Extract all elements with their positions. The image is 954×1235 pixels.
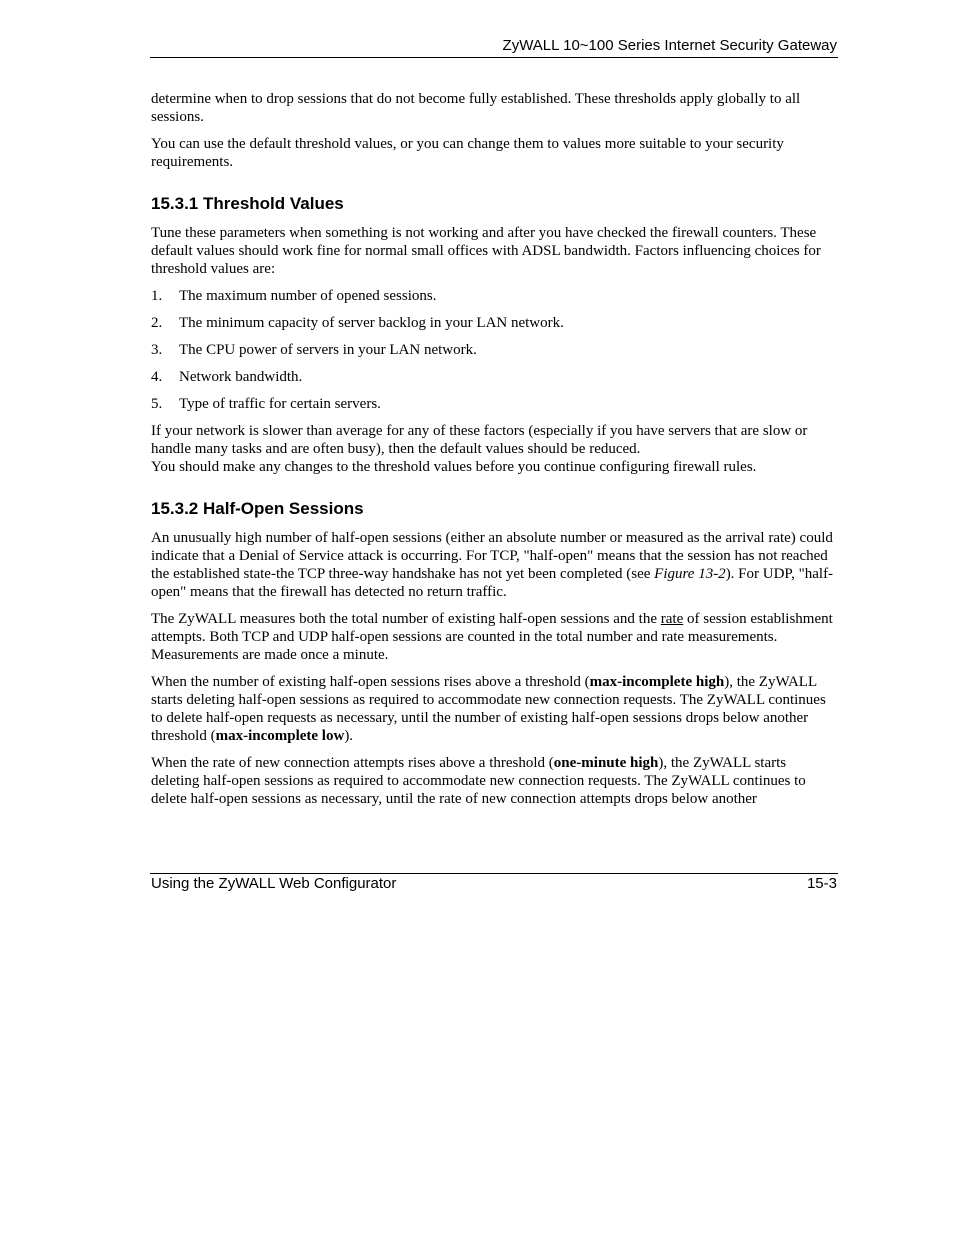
intro-paragraph-2: You can use the default threshold values, or you can change them to values more suitable to your security requirements.	[151, 136, 784, 170]
list-item-text: The minimum capacity of server backlog in your LAN network.	[179, 315, 564, 331]
max-incomplete-low-term: max-incomplete low	[215, 728, 345, 744]
threshold-paragraph-2-line-1: If your network is slower than average for any of these factors (especially if you have servers that are slow or handle many tasks and are often busy), then the default values should be reduced.	[151, 423, 808, 457]
half-open-paragraph-3	[151, 673, 837, 745]
one-minute-high-term: one-minute high	[553, 755, 659, 771]
section-heading-half-open-sessions: 15.3.2 Half-Open Sessions	[151, 499, 364, 518]
list-item-number: 4.	[151, 369, 163, 385]
threshold-paragraph-2-line-2: You should make any changes to the threshold values before you continue configuring firewall rules.	[151, 459, 757, 475]
half-open-paragraph-4	[151, 754, 837, 808]
page-number: 15-3	[806, 875, 837, 892]
rate-underlined-term: rate	[660, 611, 684, 627]
list-item-number: 1.	[151, 288, 163, 304]
list-item	[151, 395, 837, 413]
list-item-text: Network bandwidth.	[179, 369, 303, 385]
list-item-text: The CPU power of servers in your LAN network.	[179, 342, 477, 358]
threshold-factors-list	[151, 287, 837, 413]
half-open-p3-text-a: When the number of existing half-open sessions rises above a threshold (	[151, 674, 590, 690]
half-open-p4-text-a: When the rate of new connection attempts rises above a threshold (	[151, 755, 554, 771]
half-open-p1-text-a: An unusually high number of half-open sessions (either an absolute number or measured as the arrival rate) could indicate that a Denial of Service attack is occurring. For TCP, "half-open" means that the session has not reached the established state-the TCP three-way handshake has not yet been completed (see	[151, 530, 833, 582]
half-open-p3-text-c: ).	[344, 728, 354, 744]
list-item	[151, 341, 837, 359]
threshold-paragraph-1: Tune these parameters when something is not working and after you have checked the firewall counters. These default values should work fine for normal small offices with ADSL bandwidth. Factors influencing choices for threshold values are:	[151, 225, 821, 277]
list-item	[151, 368, 837, 386]
running-header: ZyWALL 10~100 Series Internet Security Gateway	[502, 37, 837, 54]
page-body	[151, 90, 837, 817]
list-item-number: 5.	[151, 396, 163, 412]
intro-paragraph-1: determine when to drop sessions that do not become fully established. These thresholds apply globally to all sessions.	[151, 91, 801, 125]
figure-reference: Figure 13-2	[654, 566, 726, 582]
half-open-p2-text-a: The ZyWALL measures both the total number of existing half-open sessions and the	[151, 611, 661, 627]
footer-rule	[150, 873, 838, 874]
footer-title: Using the ZyWALL Web Configurator	[151, 875, 397, 892]
half-open-p1-text-b: ). For UDP, "half-open" means that the firewall has detected no return traffic.	[151, 566, 834, 600]
list-item	[151, 314, 837, 332]
threshold-paragraph-2	[151, 422, 837, 476]
header-rule	[150, 57, 838, 58]
half-open-p4-text-b: ), the ZyWALL starts deleting half-open sessions as required to accommodate new connection requests. The ZyWALL continues to delete half-open sessions as necessary, until the rate of new connection attempts drops below another	[151, 755, 806, 807]
list-item-text: Type of traffic for certain servers.	[179, 396, 381, 412]
section-heading-threshold-values: 15.3.1 Threshold Values	[151, 194, 344, 213]
half-open-p3-text-b: ), the ZyWALL starts deleting half-open sessions as required to accommodate new connection requests. The ZyWALL continues to delete half-open requests as necessary, until the number of existing half-open sessions drops below another threshold (	[151, 674, 826, 744]
list-item	[151, 287, 837, 305]
half-open-paragraph-1	[151, 529, 837, 601]
max-incomplete-high-term: max-incomplete high	[589, 674, 725, 690]
list-item-number: 3.	[151, 342, 163, 358]
list-item-text: The maximum number of opened sessions.	[179, 288, 437, 304]
half-open-p2-text-b: of session establishment attempts. Both TCP and UDP half-open sessions are counted in the total number and rate measurements. Measurements are made once a minute.	[151, 611, 833, 663]
half-open-paragraph-2	[151, 610, 837, 664]
list-item-number: 2.	[151, 315, 163, 331]
